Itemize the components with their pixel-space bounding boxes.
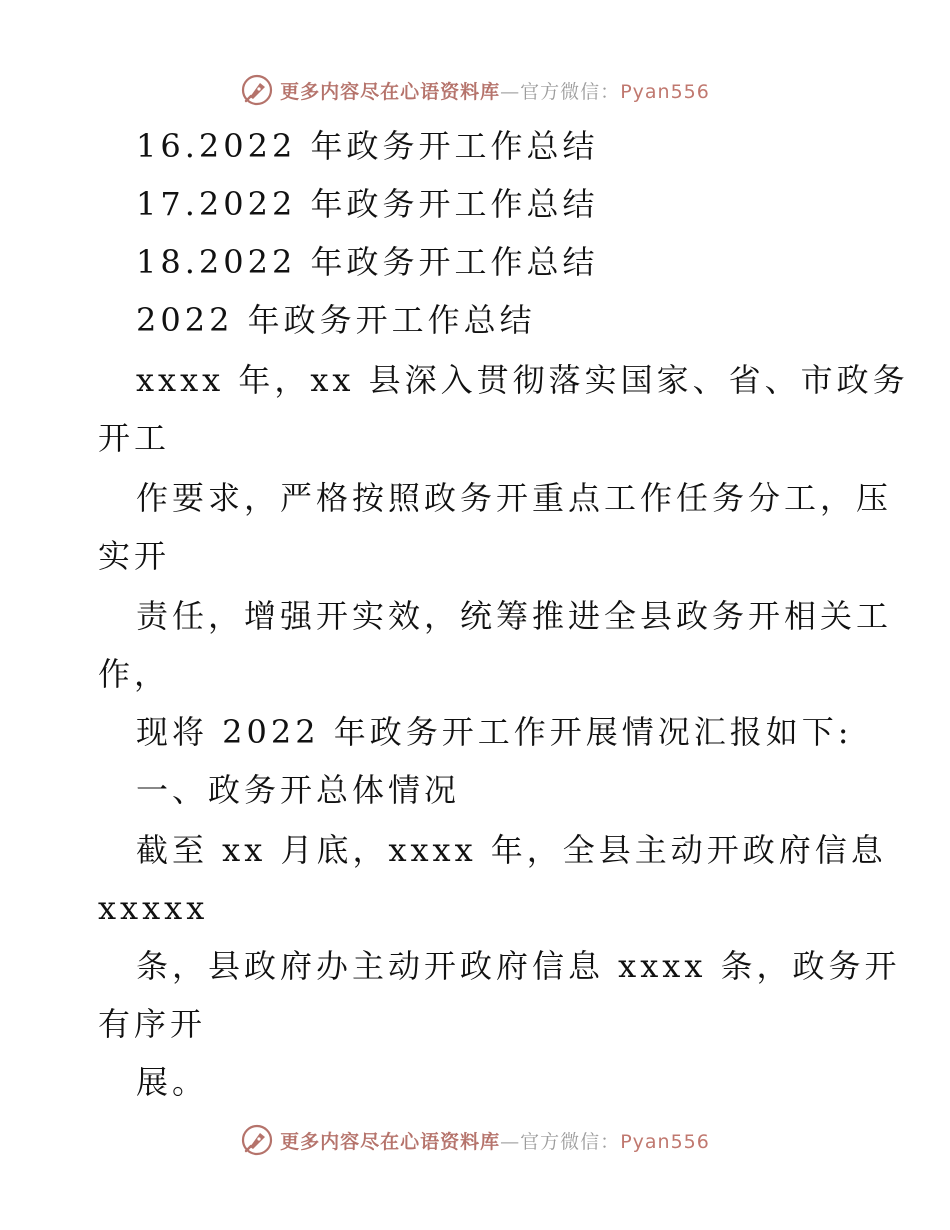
watermark-text bbox=[280, 1127, 710, 1154]
doc-paragraph-line: 开工 bbox=[98, 419, 171, 457]
watermark-wechat-id: Pyan556 bbox=[620, 80, 710, 103]
pen-nib-circle-icon bbox=[240, 1123, 274, 1157]
doc-paragraph-line: 作要求，严格按照政务开重点工作任务分工，压 bbox=[136, 479, 893, 517]
watermark-wechat-label: 官方微信： bbox=[520, 1130, 621, 1153]
doc-line-3: 18.2022 年政务开工作总结 bbox=[136, 243, 599, 281]
footer-watermark bbox=[0, 1122, 950, 1158]
doc-section-heading: 一、政务开总体情况 bbox=[136, 771, 461, 809]
doc-paragraph-line: 截至 xx 月底，xxxx 年，全县主动开政府信息 bbox=[136, 831, 887, 869]
doc-line-2: 17.2022 年政务开工作总结 bbox=[136, 185, 599, 223]
watermark-site: 更多内容尽在心语资料库 bbox=[280, 1130, 501, 1153]
doc-paragraph-line: 展。 bbox=[136, 1063, 209, 1101]
doc-title: 2022 年政务开工作总结 bbox=[136, 301, 536, 339]
doc-paragraph-line: xxxx 年，xx 县深入贯彻落实国家、省、市政务 bbox=[136, 361, 909, 399]
watermark-separator: — bbox=[500, 80, 521, 103]
doc-line-1: 16.2022 年政务开工作总结 bbox=[136, 127, 599, 165]
watermark-site: 更多内容尽在心语资料库 bbox=[280, 80, 501, 103]
watermark-wechat-label: 官方微信： bbox=[520, 80, 621, 103]
watermark-wechat-id: Pyan556 bbox=[620, 1130, 710, 1153]
doc-paragraph-line: 条，县政府办主动开政府信息 xxxx 条，政务开 bbox=[136, 947, 901, 985]
doc-paragraph-line: 实开 bbox=[98, 537, 171, 575]
doc-paragraph-line: xxxxx bbox=[98, 889, 209, 927]
doc-paragraph-line: 作， bbox=[98, 655, 171, 693]
doc-paragraph-line: 现将 2022 年政务开工作开展情况汇报如下: bbox=[136, 713, 853, 751]
doc-paragraph-line: 有序开 bbox=[98, 1005, 207, 1043]
doc-paragraph-line: 责任，增强开实效，统筹推进全县政务开相关工 bbox=[136, 597, 893, 635]
watermark-separator: — bbox=[500, 1130, 521, 1153]
